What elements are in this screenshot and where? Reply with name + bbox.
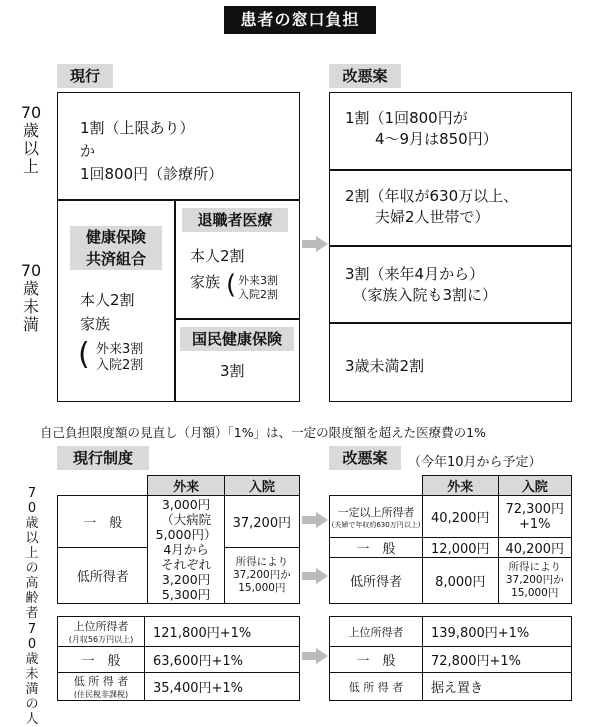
kokuho-label: 国民健康保険 <box>180 327 294 351</box>
reform-row4: 3歳未満2割 <box>345 357 425 375</box>
age-label-elderly: 70歳以上の高齢者 <box>25 486 39 621</box>
row-teishotoku: 低所得者 <box>58 548 148 604</box>
r1-gairai: 40,200円 <box>423 496 498 538</box>
paren: ( <box>226 270 237 300</box>
taishoku-label: 退職者医療 <box>182 208 288 232</box>
reform-under70-table <box>329 616 572 701</box>
r2-gairai: 12,000円 <box>423 538 498 558</box>
col-nyuin: 入院 <box>498 476 571 496</box>
value-teishotoku: 据え置き <box>423 673 572 701</box>
current-over70-line2: か <box>80 142 96 160</box>
reform-header-2: 改悪案 <box>329 446 401 470</box>
current-elderly-table <box>57 475 300 604</box>
row-high-income: 一定以上所得者 (夫婦で年収約630万円以上) <box>330 496 423 538</box>
note-text: 自己負担限度額の見直し（月額）「1%」は、一定の限度額を超えた医療費の1% <box>40 425 486 440</box>
row-high-income: 上位所得者 <box>330 617 423 647</box>
kenpo-small: 外来3割 入院2割 <box>96 342 144 373</box>
arrow-right-icon <box>302 236 328 252</box>
divider <box>57 199 300 201</box>
r2-nyuin: 40,200円 <box>498 538 571 558</box>
arrow-right-icon <box>302 568 328 584</box>
value-high-income: 139,800円+1% <box>423 617 572 647</box>
col-gairai: 外来 <box>423 476 498 496</box>
current-over70-line1: 1割（上限あり） <box>80 119 195 137</box>
reform-header: 改悪案 <box>329 64 401 88</box>
reform-elderly-table <box>329 475 572 604</box>
age-label-under70-people: 70歳未満の人 <box>25 622 39 727</box>
paren: ( <box>78 337 90 372</box>
taishoku-small: 外来3割 入院2割 <box>238 274 278 301</box>
kenpo-kazoku: 家族 <box>80 315 111 333</box>
current-system-header: 現行制度 <box>57 446 149 470</box>
row-high-income: 上位所得者 (月収56万円以上) <box>58 617 145 647</box>
divider <box>174 199 176 402</box>
row-ippan: 一 般 <box>330 538 423 558</box>
col-gairai: 外来 <box>148 476 224 496</box>
kokuho-rate: 3割 <box>220 362 245 380</box>
value-teishotoku: 35,400円+1% <box>145 673 300 701</box>
row-ippan: 一 般 <box>58 647 145 673</box>
kenpo-label: 健康保険 共済組合 <box>70 226 162 270</box>
arrow-right-icon <box>302 648 328 664</box>
row-teishotoku: 低所得者 <box>330 558 423 604</box>
value-ippan: 72,800円+1% <box>423 647 572 673</box>
divider <box>329 322 572 324</box>
reform-row1: 1割（1回800円が 4〜9月は850円） <box>345 109 498 148</box>
nyuin-teishotoku: 所得により 37,200円か 15,000円 <box>224 548 299 604</box>
row-ippan: 一 般 <box>58 496 148 548</box>
divider <box>329 169 572 171</box>
value-ippan: 63,600円+1% <box>145 647 300 673</box>
r1-nyuin: 72,300円 +1% <box>498 496 571 538</box>
nyuin-ippan: 37,200円 <box>224 496 299 548</box>
r3-gairai: 8,000円 <box>423 558 498 604</box>
current-under70-table <box>57 616 300 701</box>
current-header: 現行 <box>57 64 113 88</box>
row-ippan: 一 般 <box>330 647 423 673</box>
kenpo-honnin: 本人2割 <box>80 291 135 309</box>
reform-row3: 3割（来年4月から） （家族入院も3割に） <box>345 265 498 304</box>
divider <box>329 245 572 247</box>
gairai-values: 3,000円 （大病院 5,000円） 4月から それぞれ 3,200円 5,300円 <box>148 496 224 604</box>
taishoku-honnin: 本人2割 <box>190 247 245 265</box>
arrow-right-icon <box>302 512 328 528</box>
page-title: 患者の窓口負担 <box>224 6 376 34</box>
row-teishotoku: 低 所 得 者 <box>330 673 423 701</box>
divider <box>174 318 300 320</box>
age-label-under70: 70歳未満 <box>20 261 42 334</box>
age-label-over70: 70歳以上 <box>20 103 42 176</box>
reform-row2: 2割（年収が630万以上、 夫婦2人世帯で） <box>345 187 519 226</box>
col-nyuin: 入院 <box>224 476 299 496</box>
value-high-income: 121,800円+1% <box>145 617 300 647</box>
taishoku-kazoku: 家族 <box>190 273 221 291</box>
row-teishotoku: 低 所 得 者 (住民税非課税) <box>58 673 145 701</box>
r3-nyuin: 所得により 37,200円か 15,000円 <box>498 558 571 604</box>
current-over70-line3: 1回800円（診療所） <box>80 165 224 183</box>
reform-note: （今年10月から予定） <box>408 455 542 470</box>
